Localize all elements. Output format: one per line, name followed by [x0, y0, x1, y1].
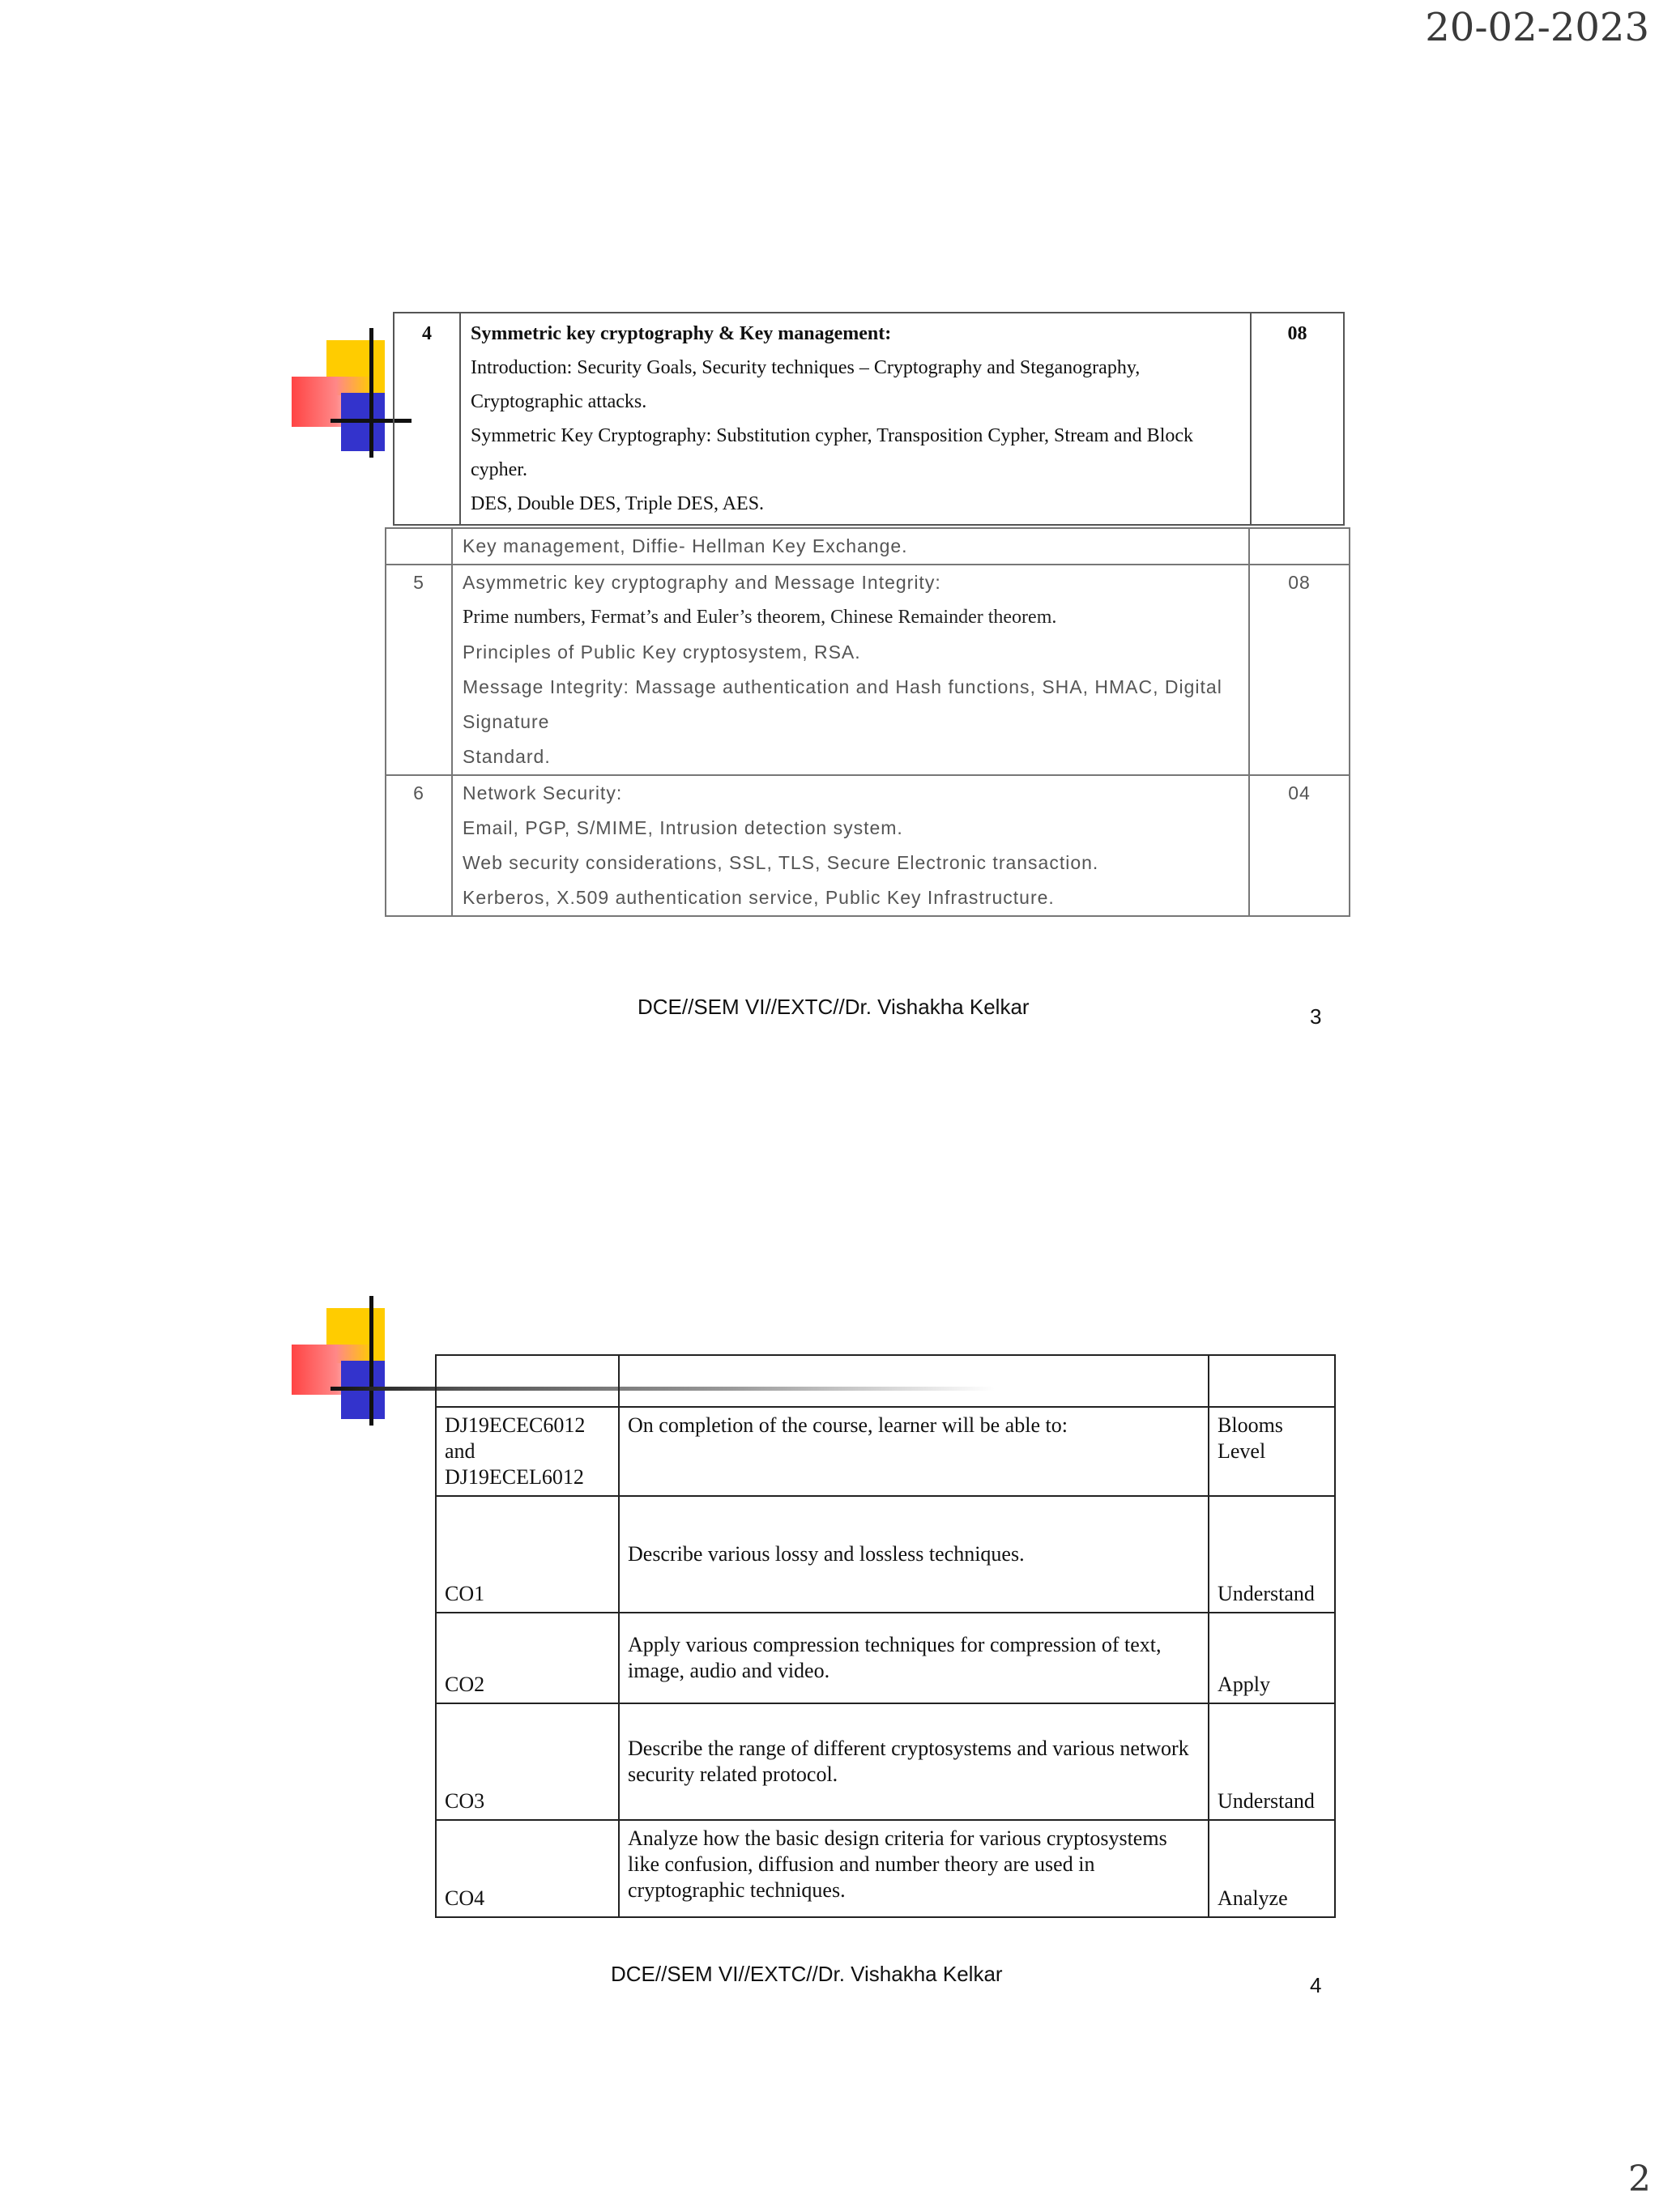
table-row	[436, 1613, 1335, 1703]
course-code-header: DJ19ECEC6012 and DJ19ECEL6012	[436, 1407, 619, 1496]
module-line: DES, Double DES, Triple DES, AES.	[471, 493, 765, 514]
module-line: Introduction: Security Goals, Security techniques – Cryptography and Steganography,	[471, 357, 1141, 378]
module-title: Asymmetric key cryptography and Message Integrity:	[463, 572, 941, 593]
slide-footer: DCE//SEM VI//EXTC//Dr. Vishakha Kelkar	[638, 995, 1030, 1019]
module-content	[460, 313, 1251, 525]
table-row	[436, 1820, 1335, 1917]
module-hours: 08	[1251, 313, 1344, 525]
syllabus-table-part1	[393, 312, 1345, 526]
slide-number: 3	[1310, 1004, 1322, 1029]
module-line: Web security considerations, SSL, TLS, Secure Electronic transaction.	[463, 852, 1099, 873]
module-number: 6	[386, 775, 452, 916]
module-line: Key management, Diffie- Hellman Key Exchange.	[452, 528, 1249, 565]
module-line: Kerberos, X.509 authentication service, Public Key Infrastructure.	[463, 887, 1055, 908]
table-row	[436, 1355, 1335, 1407]
document-date: 20-02-2023	[1425, 5, 1649, 50]
blooms-level-header: Blooms Level	[1209, 1407, 1335, 1496]
co-description: Describe the range of different cryptosystems and various network security related protocol.	[619, 1703, 1209, 1820]
slide-number: 4	[1310, 1973, 1322, 1997]
module-hours: 04	[1249, 775, 1350, 916]
co-id: CO4	[436, 1820, 619, 1917]
page-number: 2	[1628, 2159, 1651, 2200]
table-row	[386, 528, 1350, 565]
module-line: Message Integrity: Massage authentication and Hash functions, SHA, HMAC, Digital Signature	[463, 676, 1222, 732]
table-row	[394, 313, 1344, 525]
syllabus-table-part2	[385, 527, 1350, 917]
table-row	[436, 1703, 1335, 1820]
module-title: Network Security:	[463, 782, 623, 803]
table-row	[436, 1496, 1335, 1613]
module-number: 5	[386, 565, 452, 775]
slide-footer: DCE//SEM VI//EXTC//Dr. Vishakha Kelkar	[611, 1962, 1003, 1986]
module-line: Cryptographic attacks.	[471, 391, 647, 412]
slide-decoration-graphic	[292, 1296, 429, 1434]
co-id: CO1	[436, 1496, 619, 1613]
table-header-row	[436, 1407, 1335, 1496]
co-level: Understand	[1209, 1703, 1335, 1820]
module-line: Principles of Public Key cryptosystem, RSA.	[463, 641, 861, 663]
co-description: Describe various lossy and lossless techniques.	[619, 1496, 1209, 1613]
module-line: Symmetric Key Cryptography: Substitution cypher, Transposition Cypher, Stream and Block	[471, 425, 1194, 446]
co-description: Analyze how the basic design criteria for various cryptosystems like confusion, diffusion and number theory are used in cryptographic techniques.	[619, 1820, 1209, 1917]
course-outcomes-table	[435, 1354, 1336, 1918]
module-number: 4	[394, 313, 460, 525]
co-id: CO2	[436, 1613, 619, 1703]
module-line: Prime numbers, Fermat’s and Euler’s theorem, Chinese Remainder theorem.	[463, 607, 1057, 628]
co-level: Apply	[1209, 1613, 1335, 1703]
statement-header: On completion of the course, learner will be able to:	[619, 1407, 1209, 1496]
table-row	[386, 775, 1350, 916]
module-line: cypher.	[471, 459, 527, 480]
module-content	[452, 775, 1249, 916]
module-hours: 08	[1249, 565, 1350, 775]
co-level: Understand	[1209, 1496, 1335, 1613]
table-row	[386, 565, 1350, 775]
co-id: CO3	[436, 1703, 619, 1820]
module-content	[452, 565, 1249, 775]
co-description: Apply various compression techniques for compression of text, image, audio and video.	[619, 1613, 1209, 1703]
module-line: Email, PGP, S/MIME, Intrusion detection system.	[463, 817, 903, 838]
module-title: Symmetric key cryptography & Key management:	[471, 323, 892, 344]
module-line: Standard.	[463, 746, 551, 767]
co-level: Analyze	[1209, 1820, 1335, 1917]
